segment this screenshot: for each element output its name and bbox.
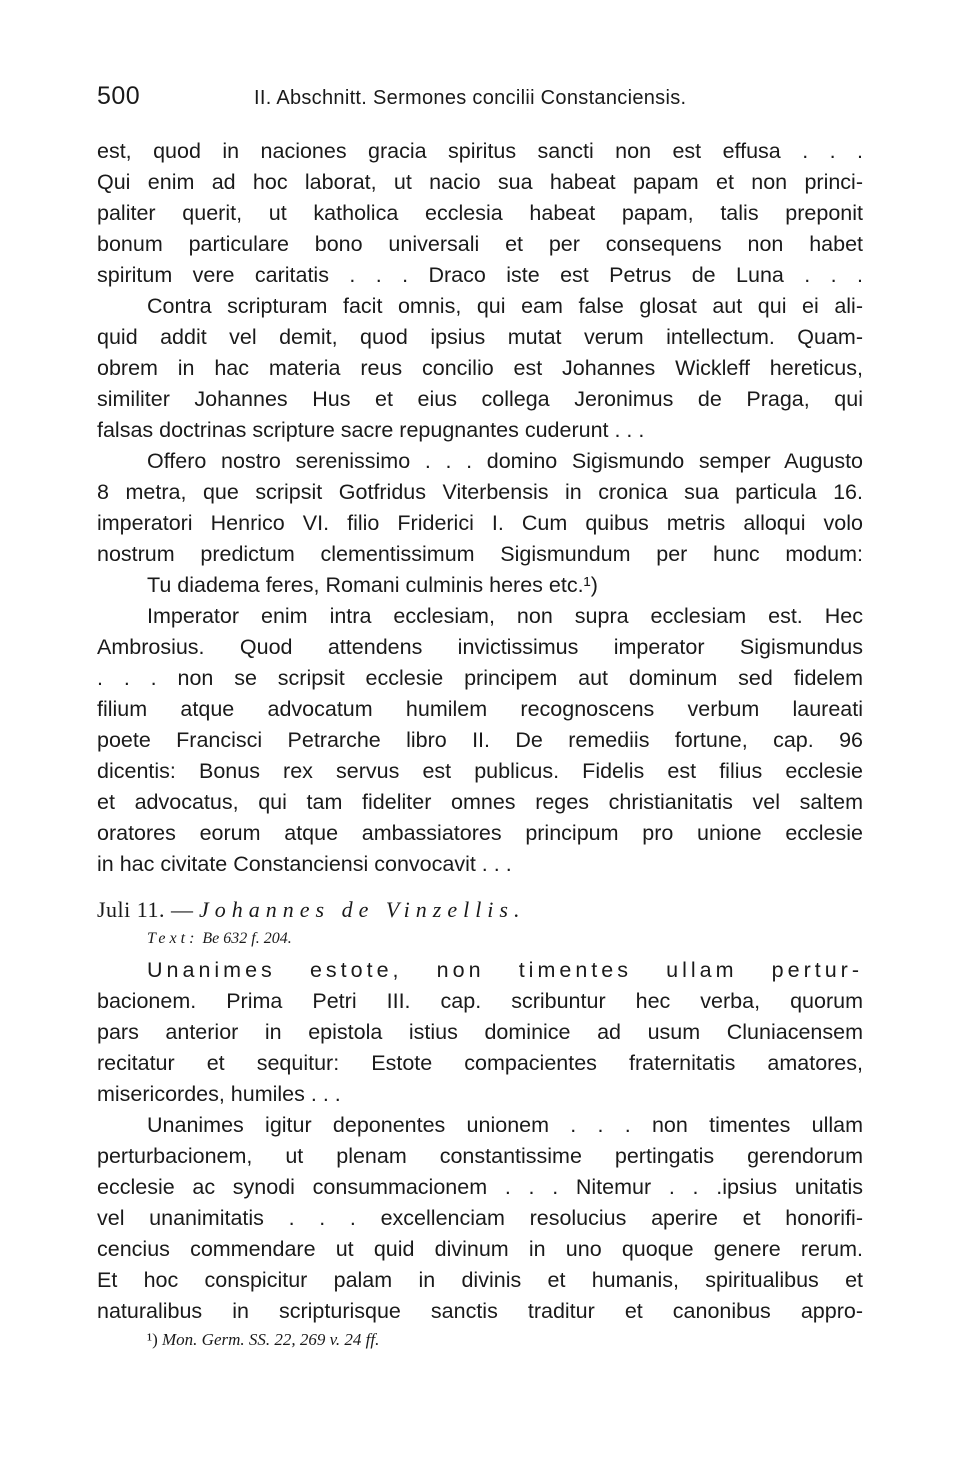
text-line: quid addit vel demit, quod ipsius mutat verum intellectum. Quam- — [97, 325, 863, 349]
text-line: Qui enim ad hoc laborat, ut nacio sua habeat papam et non princi- — [97, 170, 863, 194]
text-line: Unanimes igitur deponentes unionem . . . non timentes ullam — [147, 1113, 863, 1137]
passage-sermon-continuation — [97, 136, 863, 880]
text-line: naturalibus in scripturisque sanctis traditur et canonibus appro- — [97, 1299, 863, 1323]
text-line: bacionem. Prima Petri III. cap. scribuntur hec verba, quorum — [97, 989, 863, 1013]
text-line: Unanimes estote, non timentes ullam pertur- — [147, 958, 863, 982]
text-line: recitatur et sequitur: Estote compacientes fraternitatis amatores, — [97, 1051, 863, 1075]
text-line: falsas doctrinas scripture sacre repugnantes cuderunt . . . — [97, 418, 645, 442]
text-line: cencius commendare ut quid divinum in uno quoque genere rerum. — [97, 1237, 863, 1261]
text-line: Offero nostro serenissimo . . . domino Sigismundo semper Augusto — [147, 449, 863, 473]
text-line: dicentis: Bonus rex servus est publicus. Fidelis est filius ecclesie — [97, 759, 863, 783]
text-line: vel unanimitatis . . . excellenciam resolucius aperire et honorifi- — [97, 1206, 863, 1230]
page-number: 500 — [97, 82, 141, 110]
text-line: . . . non se scripsit ecclesie principem aut dominum sed fidelem — [97, 666, 863, 690]
text-line: imperatori Henrico VI. filio Friderici I. Cum quibus metris alloqui volo — [97, 511, 863, 535]
text-line: perturbacionem, ut plenam constantissime pertingatis gerendorum — [97, 1144, 863, 1168]
footnote-text: Mon. Germ. SS. 22, 269 v. 24 ff. — [162, 1330, 380, 1349]
text-line: 8 metra, que scripsit Gotfridus Viterbensis in cronica sua particula 16. — [97, 480, 863, 504]
text-line: pars anterior in epistola istius dominice ad usum Cluniacensem — [97, 1020, 863, 1044]
text-line: nostrum predictum clementissimum Sigismundum per hunc modum: — [97, 542, 863, 566]
source-reference — [147, 930, 292, 948]
footnote-mark: ¹) — [147, 1330, 158, 1349]
text-line: est, quod in naciones gracia spiritus sancti non est effusa . . . — [97, 139, 863, 163]
source-ref: Be 632 f. 204. — [202, 930, 292, 947]
source-label: Text: — [147, 930, 199, 947]
footnote — [147, 1330, 379, 1350]
passage-vinzellis-sermon — [97, 955, 863, 1327]
text-line: poete Francisci Petrarche libro II. De remediis fortune, cap. 96 — [97, 728, 863, 752]
text-line: bonum particulare bono universali et per consequens non habet — [97, 232, 863, 256]
verse-line: Tu diadema feres, Romani culminis heres etc.¹) — [147, 573, 598, 597]
text-line: ecclesie ac synodi consummacionem . . . Nitemur . . .ipsius unitatis — [97, 1175, 863, 1199]
page-header — [97, 76, 863, 116]
text-line: spiritum vere caritatis . . . Draco iste est Petrus de Luna . . . — [97, 263, 863, 287]
section-heading — [97, 897, 863, 931]
text-line: filium atque advocatum humilem recognoscens verbum laureati — [97, 697, 863, 721]
text-line: obrem in hac materia reus concilio est Johannes Wickleff hereticus, — [97, 356, 863, 380]
text-line: Contra scripturam facit omnis, qui eam false glosat aut qui ei ali- — [147, 294, 863, 318]
text-line: Et hoc conspicitur palam in divinis et humanis, spiritualibus et — [97, 1268, 863, 1292]
running-head: II. Abschnitt. Sermones concilii Constanciensis. — [254, 87, 687, 109]
text-line: Ambrosius. Quod attendens invictissimus imperator Sigismundus — [97, 635, 863, 659]
text-line: oratores eorum atque ambassiatores principum pro unione ecclesie — [97, 821, 863, 845]
text-line: misericordes, humiles . . . — [97, 1082, 341, 1106]
text-line: et advocatus, qui tam fideliter omnes reges christianitatis vel saltem — [97, 790, 863, 814]
text-line: similiter Johannes Hus et eius collega Jeronimus de Praga, qui — [97, 387, 863, 411]
text-line: paliter querit, ut katholica ecclesia habeat papam, talis preponit — [97, 201, 863, 225]
text-line: Imperator enim intra ecclesiam, non supra ecclesiam est. Hec — [147, 604, 863, 628]
text-line: in hac civitate Constanciensi convocavit . . . — [97, 852, 512, 876]
heading-date: Juli 11. — — [97, 897, 194, 922]
heading-author: Johannes de Vinzellis. — [198, 897, 526, 922]
